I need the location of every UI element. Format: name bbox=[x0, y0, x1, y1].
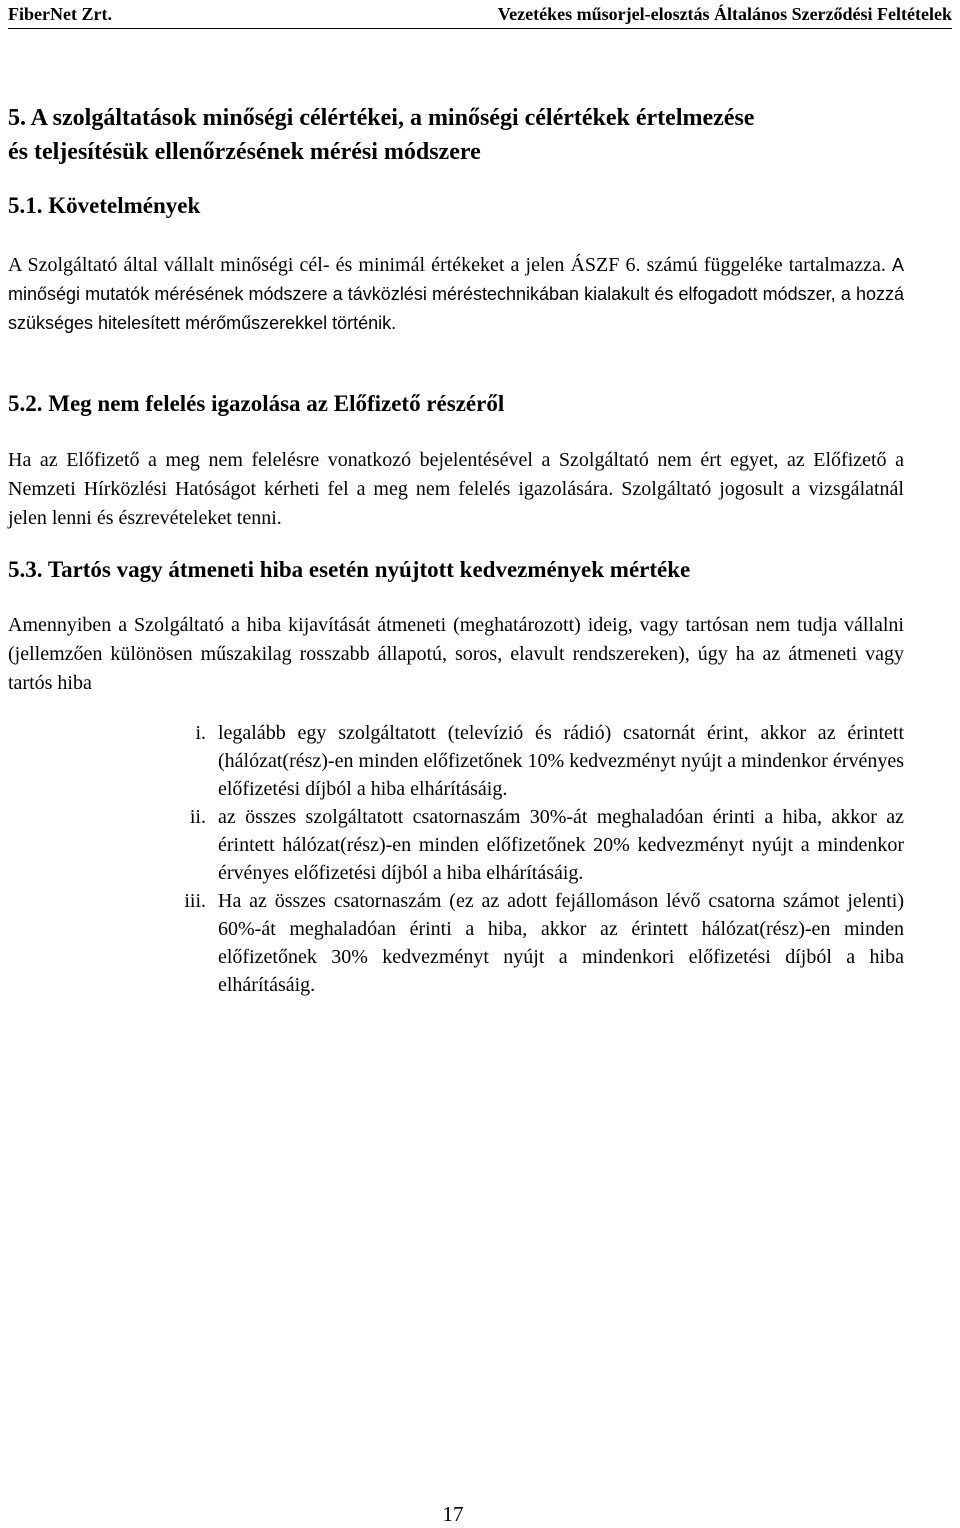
page-number: 17 bbox=[442, 1502, 464, 1526]
section-5-heading bbox=[8, 101, 908, 169]
section-5-2-heading: 5.2. Meg nem felelés igazolása az Előfizető részéről bbox=[8, 391, 505, 416]
list-item-text: az összes szolgáltatott csatornaszám 30%-át meghaladóan érinti a hiba, akkor az érintett hálózat(rész)-en minden előfizetőnek 20% kedvezményt nyújt a mindenkor érvényes előfizetési díjból a hiba elhárításáig. bbox=[218, 806, 904, 884]
list-item-text: Ha az összes csatornaszám (ez az adott fejállomáson lévő csatorna számot jelenti) 60%-át meghaladóan érinti a hiba, akkor az érintett hálózat(rész)-en minden előfizetőnek 30% kedvezményt nyújt a mindenkori előfizetési díjból a hiba elhárításáig. bbox=[218, 890, 904, 996]
list-item bbox=[160, 803, 904, 887]
section-5-title-line2: és teljesítésük ellenőrzésének mérési módszere bbox=[8, 139, 481, 165]
list-item-number: ii. bbox=[189, 806, 206, 828]
list-item-number: i. bbox=[195, 722, 206, 744]
section-5-2-paragraph: Ha az Előfizető a meg nem felelésre vonatkozó bejelentésével a Szolgáltató nem ért egyet, az Előfizető a Nemzeti Hírközlési Hatóságot kérheti fel a meg nem felelés igazolására. Szolgáltató jogosult a vizsgálatnál jelen lenni és észrevételeket tenni. bbox=[8, 449, 904, 529]
section-5-title-line1: 5. A szolgáltatások minőségi célértékei, a minőségi célértékek értelmezése bbox=[8, 105, 755, 131]
header-document-title: Vezetékes műsorjel-elosztás Általános Szerződési Feltételek bbox=[497, 4, 952, 24]
section-5-1-text-part2: A minőségi mutatók mérésének módszere a távközlési méréstechnikában kialakult és elfogadott módszer, a hozzá szükséges hitelesített mérőműszerekkel történik. bbox=[8, 255, 905, 333]
list-item-text: legalább egy szolgáltatott (televízió és rádió) csatornát érint, akkor az érintett (hálózat(rész)-en minden előfizetőnek 10% kedvezményt nyújt a mindenkor érvényes előfizetési díjból a hiba elhárításáig. bbox=[218, 722, 904, 800]
list-item-number: iii. bbox=[184, 890, 206, 912]
header-company: FiberNet Zrt. bbox=[8, 4, 112, 24]
page-header bbox=[8, 4, 952, 29]
list-item bbox=[160, 719, 904, 803]
section-5-3-heading: 5.3. Tartós vagy átmeneti hiba esetén nyújtott kedvezmények mértéke bbox=[8, 557, 691, 582]
section-5-1-heading: 5.1. Követelmények bbox=[8, 193, 201, 218]
section-5-1-paragraph bbox=[8, 251, 904, 338]
section-5-1-text-part1: A Szolgáltató által vállalt minőségi cél- és minimál értékeket a jelen ÁSZF 6. számú függeléke tartalmazza. bbox=[8, 254, 886, 276]
section-5-3-intro: Amennyiben a Szolgáltató a hiba kijavítását átmeneti (meghatározott) ideig, vagy tartósan nem tudja vállalni (jellemzően különösen műszakilag rosszabb állapotú, soros, elavult rendszereken), úgy ha az átmeneti vagy tartós hiba bbox=[8, 614, 904, 694]
list-item bbox=[160, 887, 904, 999]
discount-list bbox=[160, 719, 904, 999]
